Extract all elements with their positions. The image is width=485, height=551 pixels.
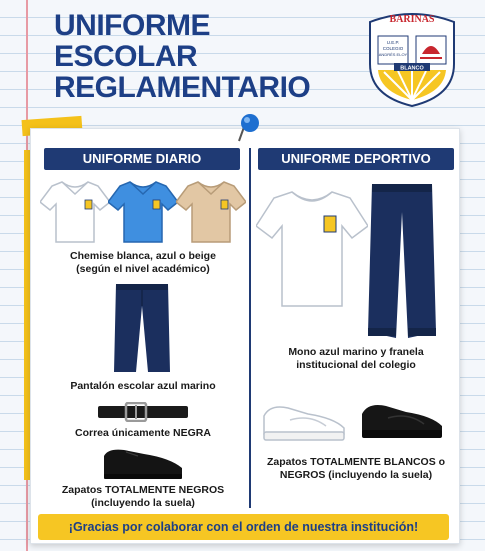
crest-school-line-3: ANDRÉS ELOY	[378, 52, 408, 57]
daily-uniform-header: UNIFORME DIARIO	[44, 148, 240, 170]
thanks-footer-banner: ¡Gracias por colaborar con el orden de nuestra institución!	[38, 514, 449, 540]
title-line-3: REGLAMENTARIO	[54, 71, 311, 104]
shirts-caption-line-1: Chemise blanca, azul o beige	[70, 250, 216, 262]
crest-top-text: BARINAS	[389, 14, 435, 25]
sport-shoes-caption-line-1: Zapatos TOTALMENTE BLANCOS o	[266, 456, 446, 468]
crest-school-line-1: U.E.P.	[386, 40, 400, 45]
sport-uniform-header: UNIFORME DEPORTIVO	[258, 148, 454, 170]
sport-shoes-caption	[258, 456, 454, 482]
black-shoes-caption	[40, 484, 246, 510]
navy-sport-pants-image	[366, 182, 438, 340]
title-line-1: UNIFORME	[54, 9, 210, 42]
sport-outfit-caption-line-1: Mono azul marino y franela	[288, 346, 424, 358]
black-sneaker-image	[358, 398, 446, 442]
blue-polo-shirt-image	[108, 176, 178, 246]
pants-caption: Pantalón escolar azul marino	[70, 380, 216, 392]
column-divider	[249, 148, 251, 508]
black-shoes-caption-line-2: (incluyendo la suela)	[91, 497, 195, 509]
page-title	[54, 10, 354, 103]
pushpin-icon	[236, 113, 260, 143]
belt-caption: Correa únicamente NEGRA	[75, 427, 211, 439]
black-school-shoes-image	[100, 444, 186, 482]
crest-school-line-2: COLEGIO	[382, 46, 404, 51]
navy-school-pants-image	[112, 282, 172, 374]
shirts-caption-line-2: (según el nivel académico)	[76, 263, 210, 275]
black-shoes-caption-line-1: Zapatos TOTALMENTE NEGROS	[61, 484, 225, 496]
sport-outfit-caption-line-2: institucional del colegio	[296, 359, 416, 371]
title-line-2: ESCOLAR	[54, 40, 198, 73]
crest-bottom-text: BLANCO	[400, 65, 424, 72]
sport-outfit-caption	[258, 346, 454, 372]
beige-polo-shirt-image	[176, 176, 246, 246]
sport-shoes-caption-line-2: NEGROS (incluyendo la suela)	[279, 469, 433, 481]
white-polo-shirt-image	[40, 176, 110, 246]
white-sneaker-image	[260, 400, 348, 444]
black-belt-image	[98, 402, 188, 422]
institutional-tshirt-image	[256, 186, 368, 310]
shirts-caption	[40, 250, 246, 276]
school-crest-logo	[364, 8, 460, 108]
